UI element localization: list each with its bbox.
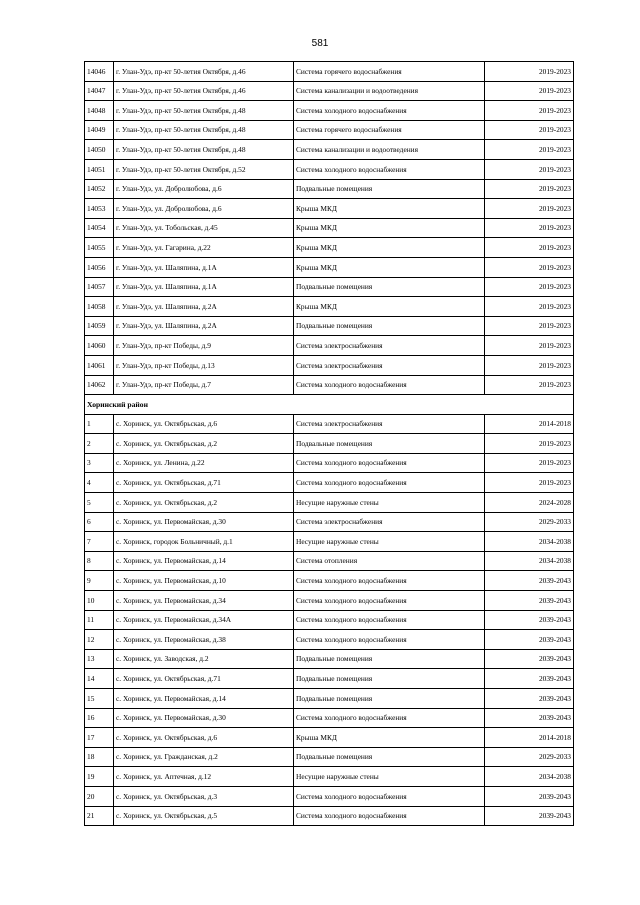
row-number: 6 (85, 512, 114, 532)
address-cell: с. Хоринск, ул. Первомайская, д.14 (114, 689, 294, 709)
system-cell: Система электроснабжения (294, 414, 485, 434)
table-body (85, 62, 574, 826)
address-cell: с. Хоринск, ул. Октябрьская, д.3 (114, 786, 294, 806)
table-row (85, 62, 574, 82)
address-cell: с. Хоринск, ул. Ленина, д.22 (114, 453, 294, 473)
row-number: 20 (85, 786, 114, 806)
address-cell: с. Хоринск, ул. Октябрьская, д.5 (114, 806, 294, 826)
table-row (85, 434, 574, 454)
table-row (85, 81, 574, 101)
row-number: 14053 (85, 199, 114, 219)
row-number: 14054 (85, 218, 114, 238)
period-cell: 2019-2023 (485, 375, 574, 395)
system-cell: Система холодного водоснабжения (294, 453, 485, 473)
address-cell: г. Улан-Удэ, ул. Добролюбова, д.6 (114, 179, 294, 199)
table-row (85, 179, 574, 199)
row-number: 18 (85, 747, 114, 767)
address-cell: г. Улан-Удэ, пр-кт Победы, д.9 (114, 336, 294, 356)
row-number: 14061 (85, 355, 114, 375)
period-cell: 2039-2043 (485, 708, 574, 728)
table-row (85, 512, 574, 532)
address-cell: с. Хоринск, ул. Октябрьская, д.6 (114, 728, 294, 748)
address-cell: с. Хоринск, ул. Октябрьская, д.71 (114, 669, 294, 689)
table-row (85, 649, 574, 669)
row-number: 4 (85, 473, 114, 493)
table-row (85, 669, 574, 689)
table-row (85, 551, 574, 571)
system-cell: Система канализации и водоотведения (294, 140, 485, 160)
address-cell: с. Хоринск, ул. Первомайская, д.34 (114, 591, 294, 611)
system-cell: Несущие наружные стены (294, 532, 485, 552)
system-cell: Система холодного водоснабжения (294, 630, 485, 650)
system-cell: Система горячего водоснабжения (294, 120, 485, 140)
address-cell: г. Улан-Удэ, пр-кт Победы, д.13 (114, 355, 294, 375)
period-cell: 2019-2023 (485, 62, 574, 82)
row-number: 14060 (85, 336, 114, 356)
address-cell: г. Улан-Удэ, ул. Гагарина, д.22 (114, 238, 294, 258)
row-number: 16 (85, 708, 114, 728)
address-cell: г. Улан-Удэ, пр-кт Победы, д.7 (114, 375, 294, 395)
row-number: 14 (85, 669, 114, 689)
system-cell: Система электроснабжения (294, 512, 485, 532)
system-cell: Подвальные помещения (294, 179, 485, 199)
period-cell: 2039-2043 (485, 806, 574, 826)
address-cell: г. Улан-Удэ, пр-кт 50-летия Октября, д.48 (114, 101, 294, 121)
row-number: 14047 (85, 81, 114, 101)
row-number: 7 (85, 532, 114, 552)
table-row (85, 159, 574, 179)
system-cell: Система холодного водоснабжения (294, 473, 485, 493)
system-cell: Подвальные помещения (294, 649, 485, 669)
period-cell: 2019-2023 (485, 140, 574, 160)
table-row (85, 238, 574, 258)
period-cell: 2029-2033 (485, 747, 574, 767)
period-cell: 2039-2043 (485, 630, 574, 650)
period-cell: 2019-2023 (485, 277, 574, 297)
page-number: 581 (311, 38, 329, 49)
table-row (85, 316, 574, 336)
table-row (85, 728, 574, 748)
system-cell: Система электроснабжения (294, 336, 485, 356)
period-cell: 2019-2023 (485, 101, 574, 121)
row-number: 13 (85, 649, 114, 669)
system-cell: Крыша МКД (294, 238, 485, 258)
period-cell: 2019-2023 (485, 159, 574, 179)
row-number: 14057 (85, 277, 114, 297)
system-cell: Подвальные помещения (294, 277, 485, 297)
period-cell: 2019-2023 (485, 238, 574, 258)
period-cell: 2039-2043 (485, 591, 574, 611)
row-number: 14055 (85, 238, 114, 258)
period-cell: 2019-2023 (485, 81, 574, 101)
address-cell: г. Улан-Удэ, пр-кт 50-летия Октября, д.48 (114, 140, 294, 160)
row-number: 14058 (85, 297, 114, 317)
system-cell: Система канализации и водоотведения (294, 81, 485, 101)
table-row (85, 120, 574, 140)
table-row (85, 277, 574, 297)
address-cell: г. Улан-Удэ, пр-кт 50-летия Октября, д.48 (114, 120, 294, 140)
period-cell: 2034-2038 (485, 532, 574, 552)
address-cell: с. Хоринск, ул. Первомайская, д.30 (114, 512, 294, 532)
system-cell: Система холодного водоснабжения (294, 806, 485, 826)
table-row (85, 257, 574, 277)
period-cell: 2019-2023 (485, 355, 574, 375)
system-cell: Крыша МКД (294, 257, 485, 277)
period-cell: 2019-2023 (485, 316, 574, 336)
address-cell: г. Улан-Удэ, ул. Шаляпина, д.2А (114, 316, 294, 336)
period-cell: 2039-2043 (485, 786, 574, 806)
address-cell: г. Улан-Удэ, пр-кт 50-летия Октября, д.46 (114, 81, 294, 101)
address-cell: с. Хоринск, ул. Октябрьская, д.6 (114, 414, 294, 434)
table-row (85, 630, 574, 650)
table-row (85, 493, 574, 513)
address-cell: с. Хоринск, ул. Первомайская, д.10 (114, 571, 294, 591)
table-row (85, 571, 574, 591)
row-number: 14056 (85, 257, 114, 277)
period-cell: 2019-2023 (485, 473, 574, 493)
period-cell: 2019-2023 (485, 218, 574, 238)
address-cell: с. Хоринск, ул. Первомайская, д.34А (114, 610, 294, 630)
row-number: 15 (85, 689, 114, 709)
period-cell: 2034-2038 (485, 767, 574, 787)
row-number: 14049 (85, 120, 114, 140)
period-cell: 2019-2023 (485, 434, 574, 454)
period-cell: 2039-2043 (485, 689, 574, 709)
period-cell: 2039-2043 (485, 669, 574, 689)
system-cell: Система холодного водоснабжения (294, 159, 485, 179)
system-cell: Крыша МКД (294, 728, 485, 748)
system-cell: Подвальные помещения (294, 669, 485, 689)
repair-schedule-table (84, 61, 574, 826)
period-cell: 2039-2043 (485, 610, 574, 630)
system-cell: Система холодного водоснабжения (294, 375, 485, 395)
address-cell: г. Улан-Удэ, пр-кт 50-летия Октября, д.46 (114, 62, 294, 82)
period-cell: 2014-2018 (485, 728, 574, 748)
row-number: 14062 (85, 375, 114, 395)
table-row (85, 689, 574, 709)
system-cell: Система холодного водоснабжения (294, 708, 485, 728)
row-number: 8 (85, 551, 114, 571)
row-number: 14048 (85, 101, 114, 121)
table-row (85, 708, 574, 728)
table-row (85, 140, 574, 160)
period-cell: 2019-2023 (485, 453, 574, 473)
row-number: 2 (85, 434, 114, 454)
period-cell: 2014-2018 (485, 414, 574, 434)
section-title: Хоринский район (85, 395, 574, 415)
address-cell: с. Хоринск, ул. Октябрьская, д.2 (114, 493, 294, 513)
row-number: 9 (85, 571, 114, 591)
row-number: 21 (85, 806, 114, 826)
system-cell: Крыша МКД (294, 218, 485, 238)
period-cell: 2019-2023 (485, 336, 574, 356)
row-number: 14052 (85, 179, 114, 199)
row-number: 14050 (85, 140, 114, 160)
table-row (85, 767, 574, 787)
address-cell: с. Хоринск, ул. Гражданская, д.2 (114, 747, 294, 767)
period-cell: 2024-2028 (485, 493, 574, 513)
table-row (85, 532, 574, 552)
period-cell: 2019-2023 (485, 120, 574, 140)
address-cell: г. Улан-Удэ, ул. Шаляпина, д.2А (114, 297, 294, 317)
address-cell: г. Улан-Удэ, ул. Тобольская, д.45 (114, 218, 294, 238)
table-row (85, 414, 574, 434)
period-cell: 2019-2023 (485, 179, 574, 199)
period-cell: 2039-2043 (485, 571, 574, 591)
period-cell: 2019-2023 (485, 297, 574, 317)
address-cell: г. Улан-Удэ, ул. Шаляпина, д.1А (114, 257, 294, 277)
address-cell: г. Улан-Удэ, ул. Добролюбова, д.6 (114, 199, 294, 219)
period-cell: 2039-2043 (485, 649, 574, 669)
system-cell: Система электроснабжения (294, 355, 485, 375)
system-cell: Подвальные помещения (294, 747, 485, 767)
system-cell: Система отопления (294, 551, 485, 571)
system-cell: Подвальные помещения (294, 689, 485, 709)
row-number: 12 (85, 630, 114, 650)
system-cell: Система холодного водоснабжения (294, 610, 485, 630)
system-cell: Система холодного водоснабжения (294, 101, 485, 121)
address-cell: с. Хоринск, ул. Первомайская, д.30 (114, 708, 294, 728)
address-cell: с. Хоринск, ул. Первомайская, д.14 (114, 551, 294, 571)
period-cell: 2019-2023 (485, 257, 574, 277)
address-cell: с. Хоринск, городок Больничный, д.1 (114, 532, 294, 552)
period-cell: 2029-2033 (485, 512, 574, 532)
system-cell: Система холодного водоснабжения (294, 591, 485, 611)
table-row (85, 453, 574, 473)
system-cell: Система холодного водоснабжения (294, 786, 485, 806)
row-number: 14046 (85, 62, 114, 82)
address-cell: г. Улан-Удэ, ул. Шаляпина, д.1А (114, 277, 294, 297)
row-number: 3 (85, 453, 114, 473)
system-cell: Несущие наружные стены (294, 493, 485, 513)
table-row (85, 101, 574, 121)
table-row (85, 591, 574, 611)
system-cell: Подвальные помещения (294, 434, 485, 454)
address-cell: с. Хоринск, ул. Аптечная, д.12 (114, 767, 294, 787)
system-cell: Крыша МКД (294, 297, 485, 317)
address-cell: с. Хоринск, ул. Октябрьская, д.2 (114, 434, 294, 454)
address-cell: г. Улан-Удэ, пр-кт 50-летия Октября, д.52 (114, 159, 294, 179)
row-number: 14051 (85, 159, 114, 179)
address-cell: с. Хоринск, ул. Октябрьская, д.71 (114, 473, 294, 493)
row-number: 10 (85, 591, 114, 611)
table-row (85, 806, 574, 826)
section-row (85, 395, 574, 415)
table-row (85, 336, 574, 356)
address-cell: с. Хоринск, ул. Первомайская, д.38 (114, 630, 294, 650)
row-number: 14059 (85, 316, 114, 336)
table-row (85, 375, 574, 395)
table-row (85, 199, 574, 219)
table-row (85, 355, 574, 375)
table-row (85, 297, 574, 317)
system-cell: Подвальные помещения (294, 316, 485, 336)
row-number: 19 (85, 767, 114, 787)
system-cell: Система холодного водоснабжения (294, 571, 485, 591)
period-cell: 2034-2038 (485, 551, 574, 571)
table-row (85, 473, 574, 493)
table-row (85, 610, 574, 630)
row-number: 17 (85, 728, 114, 748)
table-row (85, 786, 574, 806)
row-number: 5 (85, 493, 114, 513)
row-number: 1 (85, 414, 114, 434)
row-number: 11 (85, 610, 114, 630)
table-row (85, 218, 574, 238)
table-row (85, 747, 574, 767)
system-cell: Система горячего водоснабжения (294, 62, 485, 82)
system-cell: Крыша МКД (294, 199, 485, 219)
period-cell: 2019-2023 (485, 199, 574, 219)
address-cell: с. Хоринск, ул. Заводская, д.2 (114, 649, 294, 669)
system-cell: Несущие наружные стены (294, 767, 485, 787)
